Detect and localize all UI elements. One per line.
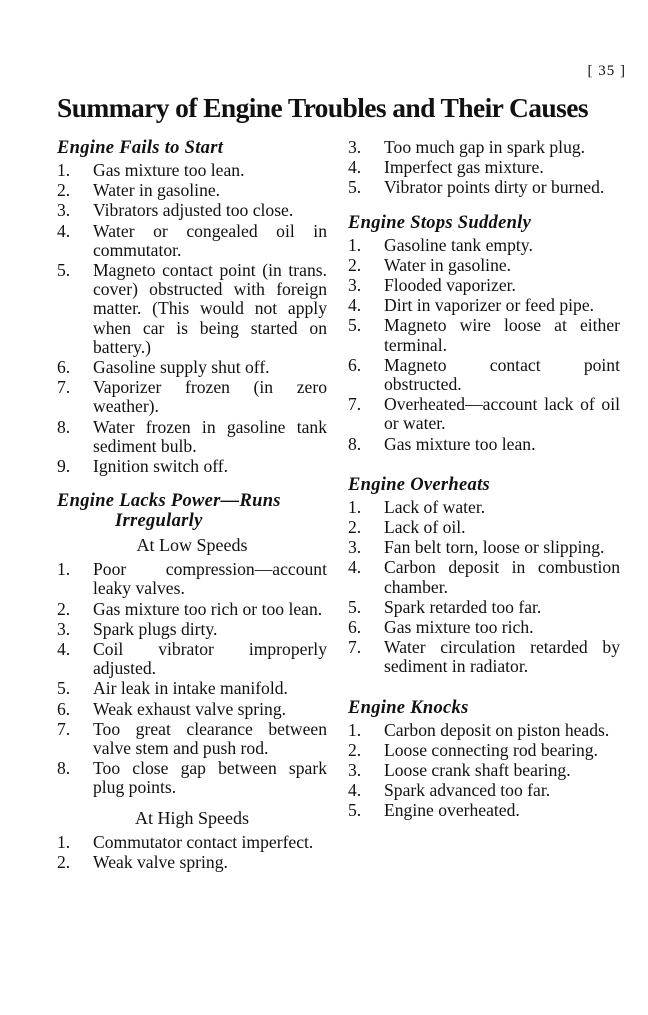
list-item bbox=[348, 236, 620, 255]
list-item bbox=[57, 378, 327, 416]
item-number: 2. bbox=[348, 254, 362, 275]
list-item bbox=[57, 560, 327, 598]
item-text: Water circulation retarded by sediment in radiator. bbox=[384, 637, 620, 677]
list-item bbox=[57, 600, 327, 619]
item-number: 7. bbox=[348, 394, 362, 415]
item-text: Poor compression—account leaky valves. bbox=[93, 559, 327, 599]
list-item bbox=[348, 538, 620, 557]
list-item bbox=[348, 316, 620, 354]
trouble-list bbox=[348, 721, 620, 821]
item-number: 1. bbox=[57, 160, 71, 180]
item-text: Lack of oil. bbox=[384, 517, 466, 538]
list-item bbox=[348, 256, 620, 275]
list-item bbox=[348, 356, 620, 394]
list-item bbox=[348, 178, 620, 197]
item-text: Water in gasoline. bbox=[93, 180, 221, 201]
list-item bbox=[57, 161, 327, 180]
list-item bbox=[57, 853, 327, 872]
list-item bbox=[348, 638, 620, 676]
item-text: Vaporizer frozen (in zero weather). bbox=[93, 377, 327, 417]
item-text: Spark plugs dirty. bbox=[93, 618, 218, 639]
item-text: Commutator contact imperfect. bbox=[93, 831, 314, 852]
item-text: Vibrator points dirty or burned. bbox=[384, 177, 605, 198]
section-heading-line: Engine Lacks Power—Runs bbox=[57, 491, 281, 512]
list-item bbox=[348, 138, 620, 157]
item-number: 3. bbox=[348, 275, 362, 296]
item-number: 8. bbox=[57, 758, 71, 779]
trouble-list-continued bbox=[348, 138, 620, 198]
item-number: 4. bbox=[57, 639, 71, 660]
item-text: Gas mixture too rich. bbox=[384, 617, 534, 638]
item-number: 1. bbox=[348, 234, 362, 255]
item-text: Ignition switch off. bbox=[93, 456, 229, 477]
item-text: Gas mixture too lean. bbox=[93, 160, 245, 180]
item-text: Gas mixture too rich or too lean. bbox=[93, 598, 323, 619]
item-number: 3. bbox=[348, 137, 362, 157]
item-text: Spark advanced too far. bbox=[384, 780, 551, 801]
list-item bbox=[348, 558, 620, 596]
item-number: 8. bbox=[348, 433, 362, 454]
item-number: 5. bbox=[348, 315, 362, 336]
item-text: Water frozen in gasoline tank sediment bulb. bbox=[93, 416, 327, 456]
item-number: 6. bbox=[57, 357, 71, 378]
item-number: 7. bbox=[57, 377, 71, 398]
item-number: 3. bbox=[348, 760, 362, 781]
item-number: 1. bbox=[348, 719, 362, 740]
item-number: 4. bbox=[348, 157, 362, 178]
item-text: Spark retarded too far. bbox=[384, 596, 542, 617]
item-text: Too much gap in spark plug. bbox=[384, 137, 586, 157]
trouble-list bbox=[348, 236, 620, 454]
section-engine-lacks-power bbox=[57, 491, 327, 872]
section-engine-fails-to-start bbox=[57, 138, 327, 476]
list-item bbox=[348, 518, 620, 537]
list-item bbox=[348, 781, 620, 800]
item-number: 1. bbox=[57, 559, 71, 580]
trouble-list bbox=[57, 560, 327, 797]
item-text: Dirt in vaporizer or feed pipe. bbox=[384, 295, 595, 316]
item-text: Gasoline supply shut off. bbox=[93, 357, 270, 378]
item-text: Gas mixture too lean. bbox=[384, 433, 536, 454]
item-text: Magneto wire loose at either terminal. bbox=[384, 315, 620, 355]
page-title: Summary of Engine Troubles and Their Causes bbox=[57, 92, 588, 123]
list-item bbox=[348, 498, 620, 517]
section-heading-line: Irregularly bbox=[115, 511, 203, 532]
list-item bbox=[57, 679, 327, 698]
section-heading bbox=[57, 491, 327, 531]
item-number: 4. bbox=[348, 557, 362, 578]
subheading-low-speeds: At Low Speeds bbox=[136, 535, 248, 556]
item-number: 2. bbox=[57, 598, 71, 619]
list-item bbox=[348, 618, 620, 637]
section-engine-overheats bbox=[348, 475, 620, 677]
item-text: Fan belt torn, loose or slipping. bbox=[384, 537, 605, 558]
item-text: Weak valve spring. bbox=[93, 851, 228, 872]
item-text: Loose connecting rod bearing. bbox=[384, 739, 598, 760]
section-heading: Engine Fails to Start bbox=[57, 138, 224, 158]
list-item bbox=[348, 276, 620, 295]
list-item bbox=[57, 418, 327, 456]
item-text: Engine overheated. bbox=[384, 800, 520, 821]
item-text: Loose crank shaft bearing. bbox=[384, 760, 571, 781]
section-heading: Engine Stops Suddenly bbox=[348, 212, 532, 233]
item-text: Water in gasoline. bbox=[384, 254, 512, 275]
item-number: 2. bbox=[348, 739, 362, 760]
list-item bbox=[57, 201, 327, 220]
list-item bbox=[348, 395, 620, 433]
list-item bbox=[57, 833, 327, 852]
item-number: 5. bbox=[348, 800, 362, 821]
list-item bbox=[348, 721, 620, 740]
item-number: 8. bbox=[57, 416, 71, 437]
list-item bbox=[57, 457, 327, 476]
section-engine-stops-suddenly bbox=[348, 213, 620, 454]
section-heading: Engine Knocks bbox=[348, 697, 469, 718]
list-item bbox=[57, 261, 327, 357]
item-number: 6. bbox=[348, 354, 362, 375]
item-number: 2. bbox=[348, 517, 362, 538]
item-number: 5. bbox=[348, 596, 362, 617]
list-item bbox=[57, 222, 327, 260]
item-number: 2. bbox=[57, 180, 71, 201]
item-number: 4. bbox=[57, 220, 71, 241]
list-item bbox=[57, 700, 327, 719]
item-number: 7. bbox=[57, 718, 71, 739]
item-text: Carbon deposit on piston heads. bbox=[384, 719, 610, 740]
item-number: 9. bbox=[57, 456, 71, 477]
item-number: 4. bbox=[348, 295, 362, 316]
item-text: Lack of water. bbox=[384, 496, 486, 517]
section-heading: Engine Overheats bbox=[348, 474, 491, 495]
item-text: Coil vibrator improperly adjusted. bbox=[93, 639, 327, 679]
item-number: 4. bbox=[348, 780, 362, 801]
list-item bbox=[57, 358, 327, 377]
list-item bbox=[348, 158, 620, 177]
item-number: 2. bbox=[57, 851, 71, 872]
item-text: Too great clearance between valve stem and push rod. bbox=[93, 718, 327, 759]
left-column bbox=[57, 138, 327, 873]
section-engine-knocks bbox=[348, 698, 620, 821]
trouble-list bbox=[57, 833, 327, 872]
trouble-list bbox=[348, 498, 620, 677]
list-item bbox=[57, 759, 327, 797]
item-text: Flooded vaporizer. bbox=[384, 275, 516, 296]
item-text: Gasoline tank empty. bbox=[384, 234, 533, 255]
item-text: Carbon deposit in combustion chamber. bbox=[384, 557, 620, 597]
item-number: 3. bbox=[57, 200, 71, 221]
item-number: 3. bbox=[57, 618, 71, 639]
list-item bbox=[348, 761, 620, 780]
item-number: 6. bbox=[348, 617, 362, 638]
list-item bbox=[348, 801, 620, 820]
page-number: [ 35 ] bbox=[587, 63, 626, 79]
item-number: 5. bbox=[348, 177, 362, 198]
item-number: 3. bbox=[348, 537, 362, 558]
list-item bbox=[348, 296, 620, 315]
trouble-list bbox=[57, 161, 327, 476]
list-item bbox=[57, 720, 327, 758]
item-text: Magneto contact point obstructed. bbox=[384, 354, 620, 395]
item-text: Magneto contact point (in trans. cover) obstructed with foreign matter. (This would not apply when car is being started on battery.) bbox=[93, 260, 327, 357]
item-number: 5. bbox=[57, 260, 71, 281]
item-text: Weak exhaust valve spring. bbox=[93, 698, 287, 719]
item-text: Water or congealed oil in commutator. bbox=[93, 220, 327, 260]
list-item bbox=[348, 741, 620, 760]
item-text: Air leak in intake manifold. bbox=[93, 678, 288, 699]
subheading-high-speeds: At High Speeds bbox=[135, 807, 249, 828]
item-text: Too close gap between spark plug points. bbox=[93, 758, 327, 798]
list-item bbox=[57, 620, 327, 639]
list-item bbox=[348, 435, 620, 454]
item-number: 1. bbox=[57, 831, 71, 852]
item-number: 1. bbox=[348, 496, 362, 517]
item-text: Imperfect gas mixture. bbox=[384, 157, 544, 178]
item-number: 7. bbox=[348, 637, 362, 658]
item-text: Vibrators adjusted too close. bbox=[93, 200, 294, 221]
item-number: 6. bbox=[57, 698, 71, 719]
item-number: 5. bbox=[57, 678, 71, 699]
item-text: Overheated—account lack of oil or water. bbox=[384, 394, 620, 434]
right-column bbox=[348, 138, 620, 822]
list-item bbox=[348, 598, 620, 617]
list-item bbox=[57, 181, 327, 200]
list-item bbox=[57, 640, 327, 678]
